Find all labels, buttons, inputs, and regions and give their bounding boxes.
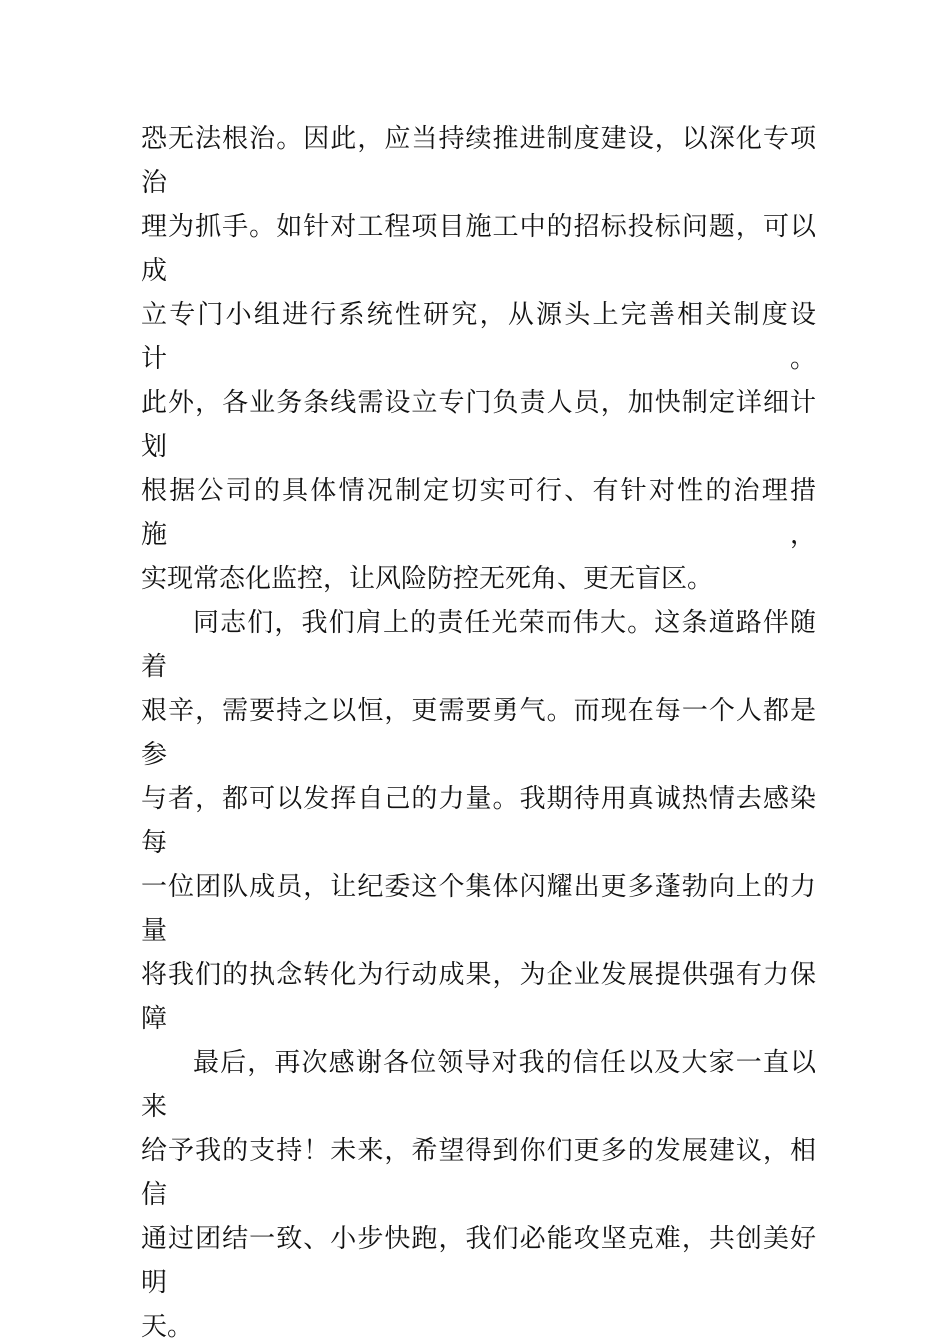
text-line: 给予我的支持！未来，希望得到你们更多的发展建议，相信 (141, 1136, 816, 1209)
document-body (141, 117, 816, 1344)
text-line: 理为抓手。如针对工程项目施工中的招标投标问题，可以成 (141, 212, 816, 285)
text-line: 通过团结一致、小步快跑，我们必能攻坚克难，共创美好明 (141, 1224, 816, 1297)
text-line: 立专门小组进行系统性研究，从源头上完善相关制度设计。 (141, 300, 816, 373)
text-line: 实现常态化监控，让风险防控无死角、更无盲区。 (141, 564, 714, 593)
text-line: 与者，都可以发挥自己的力量。我期待用真诚热情去感染每 (141, 784, 816, 857)
text-line: 根据公司的具体情况制定切实可行、有针对性的治理措施， (141, 476, 816, 549)
text-line: 恐无法根治。因此，应当持续推进制度建设，以深化专项治 (141, 124, 816, 197)
text-line: 最后，再次感谢各位领导对我的信任以及大家一直以来 (141, 1048, 816, 1121)
text-line: 同志们，我们肩上的责任光荣而伟大。这条道路伴随着 (141, 608, 816, 681)
text-line: 天。 (141, 1312, 194, 1341)
text-line: 将我们的执念转化为行动成果，为企业发展提供强有力保障 (141, 960, 816, 1033)
text-line: 艰辛，需要持之以恒，更需要勇气。而现在每一个人都是参 (141, 696, 816, 769)
text-line: 此外，各业务条线需设立专门负责人员，加快制定详细计划 (141, 388, 816, 461)
text-line: 一位团队成员，让纪委这个集体闪耀出更多蓬勃向上的力量 (141, 872, 816, 945)
